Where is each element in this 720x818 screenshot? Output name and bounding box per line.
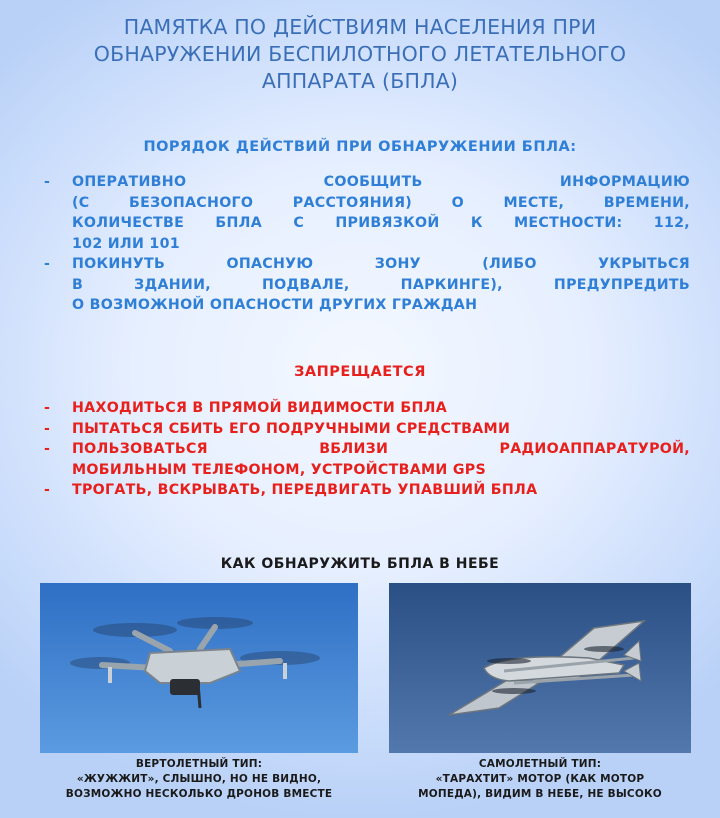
list-line: В ЗДАНИИ, ПОДВАЛЕ, ПАРКИНГЕ), ПРЕДУПРЕДИТЬ [72, 276, 690, 293]
dash-bullet: - [44, 174, 51, 190]
dash-bullet: - [44, 482, 51, 498]
list-line: ПОЛЬЗОВАТЬСЯ ВБЛИЗИ РАДИОАППАРАТУРОЙ, [72, 441, 690, 457]
airplane-type-caption [389, 757, 691, 802]
fixed-wing-drone-icon [389, 583, 691, 753]
actions-list [44, 172, 690, 316]
actions-heading: ПОРЯДОК ДЕЙСТВИЙ ПРИ ОБНАРУЖЕНИИ БПЛА: [143, 139, 577, 155]
list-line: КОЛИЧЕСТВЕ БПЛА С ПРИВЯЗКОЙ К МЕСТНОСТИ: 112, [72, 215, 690, 231]
quadcopter-drone-icon [40, 583, 358, 753]
dash-bullet: - [44, 441, 51, 457]
list-line: ПЫТАТЬСЯ СБИТЬ ЕГО ПОДРУЧНЫМИ СРЕДСТВАМИ [72, 420, 511, 437]
detect-heading: КАК ОБНАРУЖИТЬ БПЛА В НЕБЕ [220, 556, 500, 572]
list-line: О ВОЗМОЖНОЙ ОПАСНОСТИ ДРУГИХ ГРАЖДАН [72, 297, 478, 313]
action-item-report [44, 172, 690, 254]
caption-line: МОПЕДА), ВИДИМ В НЕБЕ, НЕ ВЫСОКО [418, 788, 662, 800]
title-line-2: ОБНАРУЖЕНИИ БЕСПИЛОТНОГО ЛЕТАТЕЛЬНОГО [93, 42, 627, 66]
page-title [40, 14, 680, 95]
title-line-1: ПАМЯТКА ПО ДЕЙСТВИЯМ НАСЕЛЕНИЯ ПРИ [123, 15, 597, 39]
dash-bullet: - [44, 400, 51, 416]
quadcopter-photo [40, 583, 358, 753]
list-line: ТРОГАТЬ, ВСКРЫВАТЬ, ПЕРЕДВИГАТЬ УПАВШИЙ БПЛА [72, 482, 538, 498]
list-line: ПОКИНУТЬ ОПАСНУЮ ЗОНУ (ЛИБО УКРЫТЬСЯ [72, 256, 690, 272]
action-item-leave [44, 254, 690, 316]
fixed-wing-photo [389, 583, 691, 753]
list-line: МОБИЛЬНЫМ ТЕЛЕФОНОМ, УСТРОЙСТВАМИ GPS [72, 461, 486, 478]
caption-line: ВОЗМОЖНО НЕСКОЛЬКО ДРОНОВ ВМЕСТЕ [65, 788, 333, 800]
caption-title: ВЕРТОЛЕТНЫЙ ТИП: [135, 758, 263, 770]
helicopter-type-caption [40, 757, 358, 802]
forbidden-item [44, 398, 690, 419]
forbidden-heading: ЗАПРЕЩАЕТСЯ [294, 364, 426, 380]
dash-bullet: - [44, 420, 51, 437]
caption-title: САМОЛЕТНЫЙ ТИП: [478, 758, 602, 770]
forbidden-item [44, 480, 690, 501]
forbidden-item [44, 439, 690, 480]
list-line: (С БЕЗОПАСНОГО РАССТОЯНИЯ) О МЕСТЕ, ВРЕМЕНИ, [72, 194, 690, 211]
list-line: 102 ИЛИ 101 [72, 235, 180, 252]
forbidden-item [44, 419, 690, 440]
title-line-3: АППАРАТА (БПЛА) [261, 69, 459, 93]
list-line: НАХОДИТЬСЯ В ПРЯМОЙ ВИДИМОСТИ БПЛА [72, 400, 448, 416]
list-line: ОПЕРАТИВНО СООБЩИТЬ ИНФОРМАЦИЮ [72, 174, 690, 190]
dash-bullet: - [44, 256, 51, 272]
caption-line: «ЖУЖЖИТ», СЛЫШНО, НО НЕ ВИДНО, [76, 773, 322, 785]
caption-line: «ТАРАХТИТ» МОТОР (КАК МОТОР [435, 773, 645, 785]
forbidden-list [44, 398, 690, 501]
